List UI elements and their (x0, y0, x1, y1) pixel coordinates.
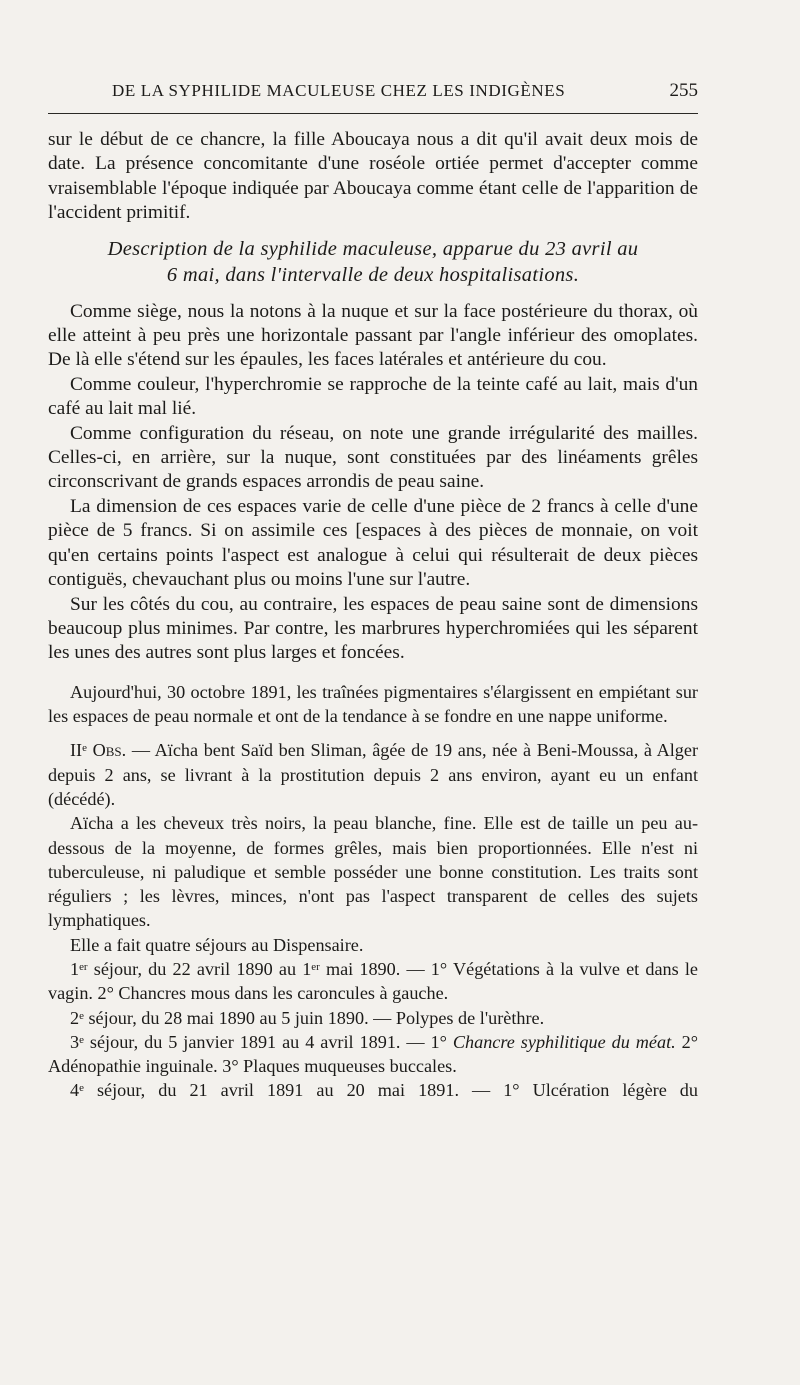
section-heading (48, 236, 698, 288)
paragraph-description-aicha: Aïcha a les cheveux très noirs, la peau blanche, fine. Elle est de taille un peu au-dessous de la moyenne, de formes grêles, mais bien proportionnées. Elle n'est ni tuberculeuse, ni paludique et semble posséder une bonne constitution. Les traits sont réguliers ; les lèvres, minces, n'ont pas l'aspect transparent de celles des sujets lymphatiques. (48, 813, 698, 931)
section-heading-line1: Description de la syphilide maculeuse, apparue du 23 avril au (107, 237, 639, 260)
paragraph-aujourdhui: Aujourd'hui, 30 octobre 1891, les traînées pigmentaires s'élargissent en empiétant sur les espaces de peau normale et ont de la tendance à se fondre en une nappe uniforme. (48, 681, 698, 727)
sejour-3-text-a: séjour, du 5 janvier 1891 au 4 avril 1891. — 1° (83, 1031, 453, 1052)
sejour-3-italic: Chancre syphilitique du méat. (452, 1031, 676, 1052)
obs-text: — Aïcha bent Saïd ben Sliman, âgée de 19 ans, née à Beni-Moussa, à Alger depuis 2 ans, se livrant à la prostitution depuis 2 ans environ, ayant eu un enfant (décédé). (48, 740, 699, 809)
sejour-3-num: 3 (70, 1031, 80, 1052)
obs-label: Obs. (92, 740, 127, 761)
sejour-1-num: 1 (70, 958, 80, 979)
paragraph-observation (48, 738, 698, 811)
section-heading-line2: 6 mai, dans l'intervalle de deux hospitalisations. (166, 263, 580, 286)
paragraph-cotes-du-cou: Sur les côtés du cou, au contraire, les espaces de peau saine sont de dimensions beaucoup plus minimes. Par contre, les marbrures hyperchromiées qui les séparent les unes des autres sont plus larges et foncées. (48, 593, 698, 664)
sejour-2-text: séjour, du 28 mai 1890 au 5 juin 1890. — Polypes de l'urèthre. (83, 1007, 545, 1028)
paragraph-continuation: sur le début de ce chancre, la fille Aboucaya nous a dit qu'il avait deux mois de date. La présence concomitante d'une roséole ortiée permet d'accepter comme vraisemblable l'époque indiquée par Aboucaya comme étant celle de l'apparition de l'accident primitif. (48, 129, 698, 224)
sejour-1-sup2: er (311, 960, 320, 973)
obs-number-sup: e (82, 742, 87, 755)
sejour-1-text-a: séjour, du 22 avril 1890 au 1 (87, 958, 312, 979)
paragraph-couleur: Comme couleur, l'hyperchromie se rapproche de la teinte café au lait, mais d'un café au lait mal lié. (48, 373, 698, 420)
sejour-4-num: 4 (70, 1080, 80, 1101)
paragraph-sejour-3 (48, 1030, 698, 1079)
obs-number: II (70, 740, 83, 761)
paragraph-sejour-1 (48, 957, 698, 1006)
running-title: DE LA SYPHILIDE MACULEUSE CHEZ LES INDIGÈNES (112, 81, 566, 100)
sejour-3-sup: e (79, 1033, 84, 1046)
sejour-1-sup: er (79, 960, 88, 973)
sejour-1-text-b: mai 1890. — 1° Végétations à la vulve et dans le vagin. 2° Chancres mous dans les caroncules à gauche. (48, 958, 699, 1004)
paragraph-siege: Comme siège, nous la notons à la nuque et sur la face postérieure du thorax, où elle atteint à peu près une horizontale passant par l'angle inférieur des omoplates. De là elle s'étend sur les épaules, les faces latérales et antérieure du cou. (48, 300, 698, 371)
paragraph-configuration: Comme configuration du réseau, on note une grande irrégularité des mailles. Celles-ci, en arrière, sur la nuque, sont constituées par des linéaments grêles circonscrivant de grands espaces arrondis de peau saine. (48, 422, 698, 493)
paragraph-sejour-2 (48, 1006, 698, 1030)
sejour-3-text-b: 2° Adénopathie inguinale. 3° Plaques muqueuses buccales. (48, 1031, 698, 1077)
paragraph-sejour-4 (48, 1078, 698, 1102)
sejour-2-sup: e (79, 1009, 84, 1022)
page-number: 255 (669, 80, 698, 101)
sejour-4-text: séjour, du 21 avril 1891 au 20 mai 1891. — 1° Ulcération légère du (83, 1080, 698, 1101)
paragraph-sejours-intro: Elle a fait quatre séjours au Dispensaire. (70, 934, 364, 955)
sejour-4-sup: e (79, 1082, 84, 1095)
running-header (112, 80, 698, 102)
paragraph-dimension: La dimension de ces espaces varie de celle d'une pièce de 2 francs à celle d'une pièce de 5 francs. Si on assimile ces [espaces à des pièces de monnaie, on voit qu'en certains points l'aspect est analogue à celui qui résulterait de deux pièces contiguës, chevauchant plus ou moins l'une sur l'autre. (48, 495, 698, 591)
sejour-2-num: 2 (70, 1007, 80, 1028)
header-rule (48, 113, 698, 114)
page-body (48, 128, 698, 1103)
